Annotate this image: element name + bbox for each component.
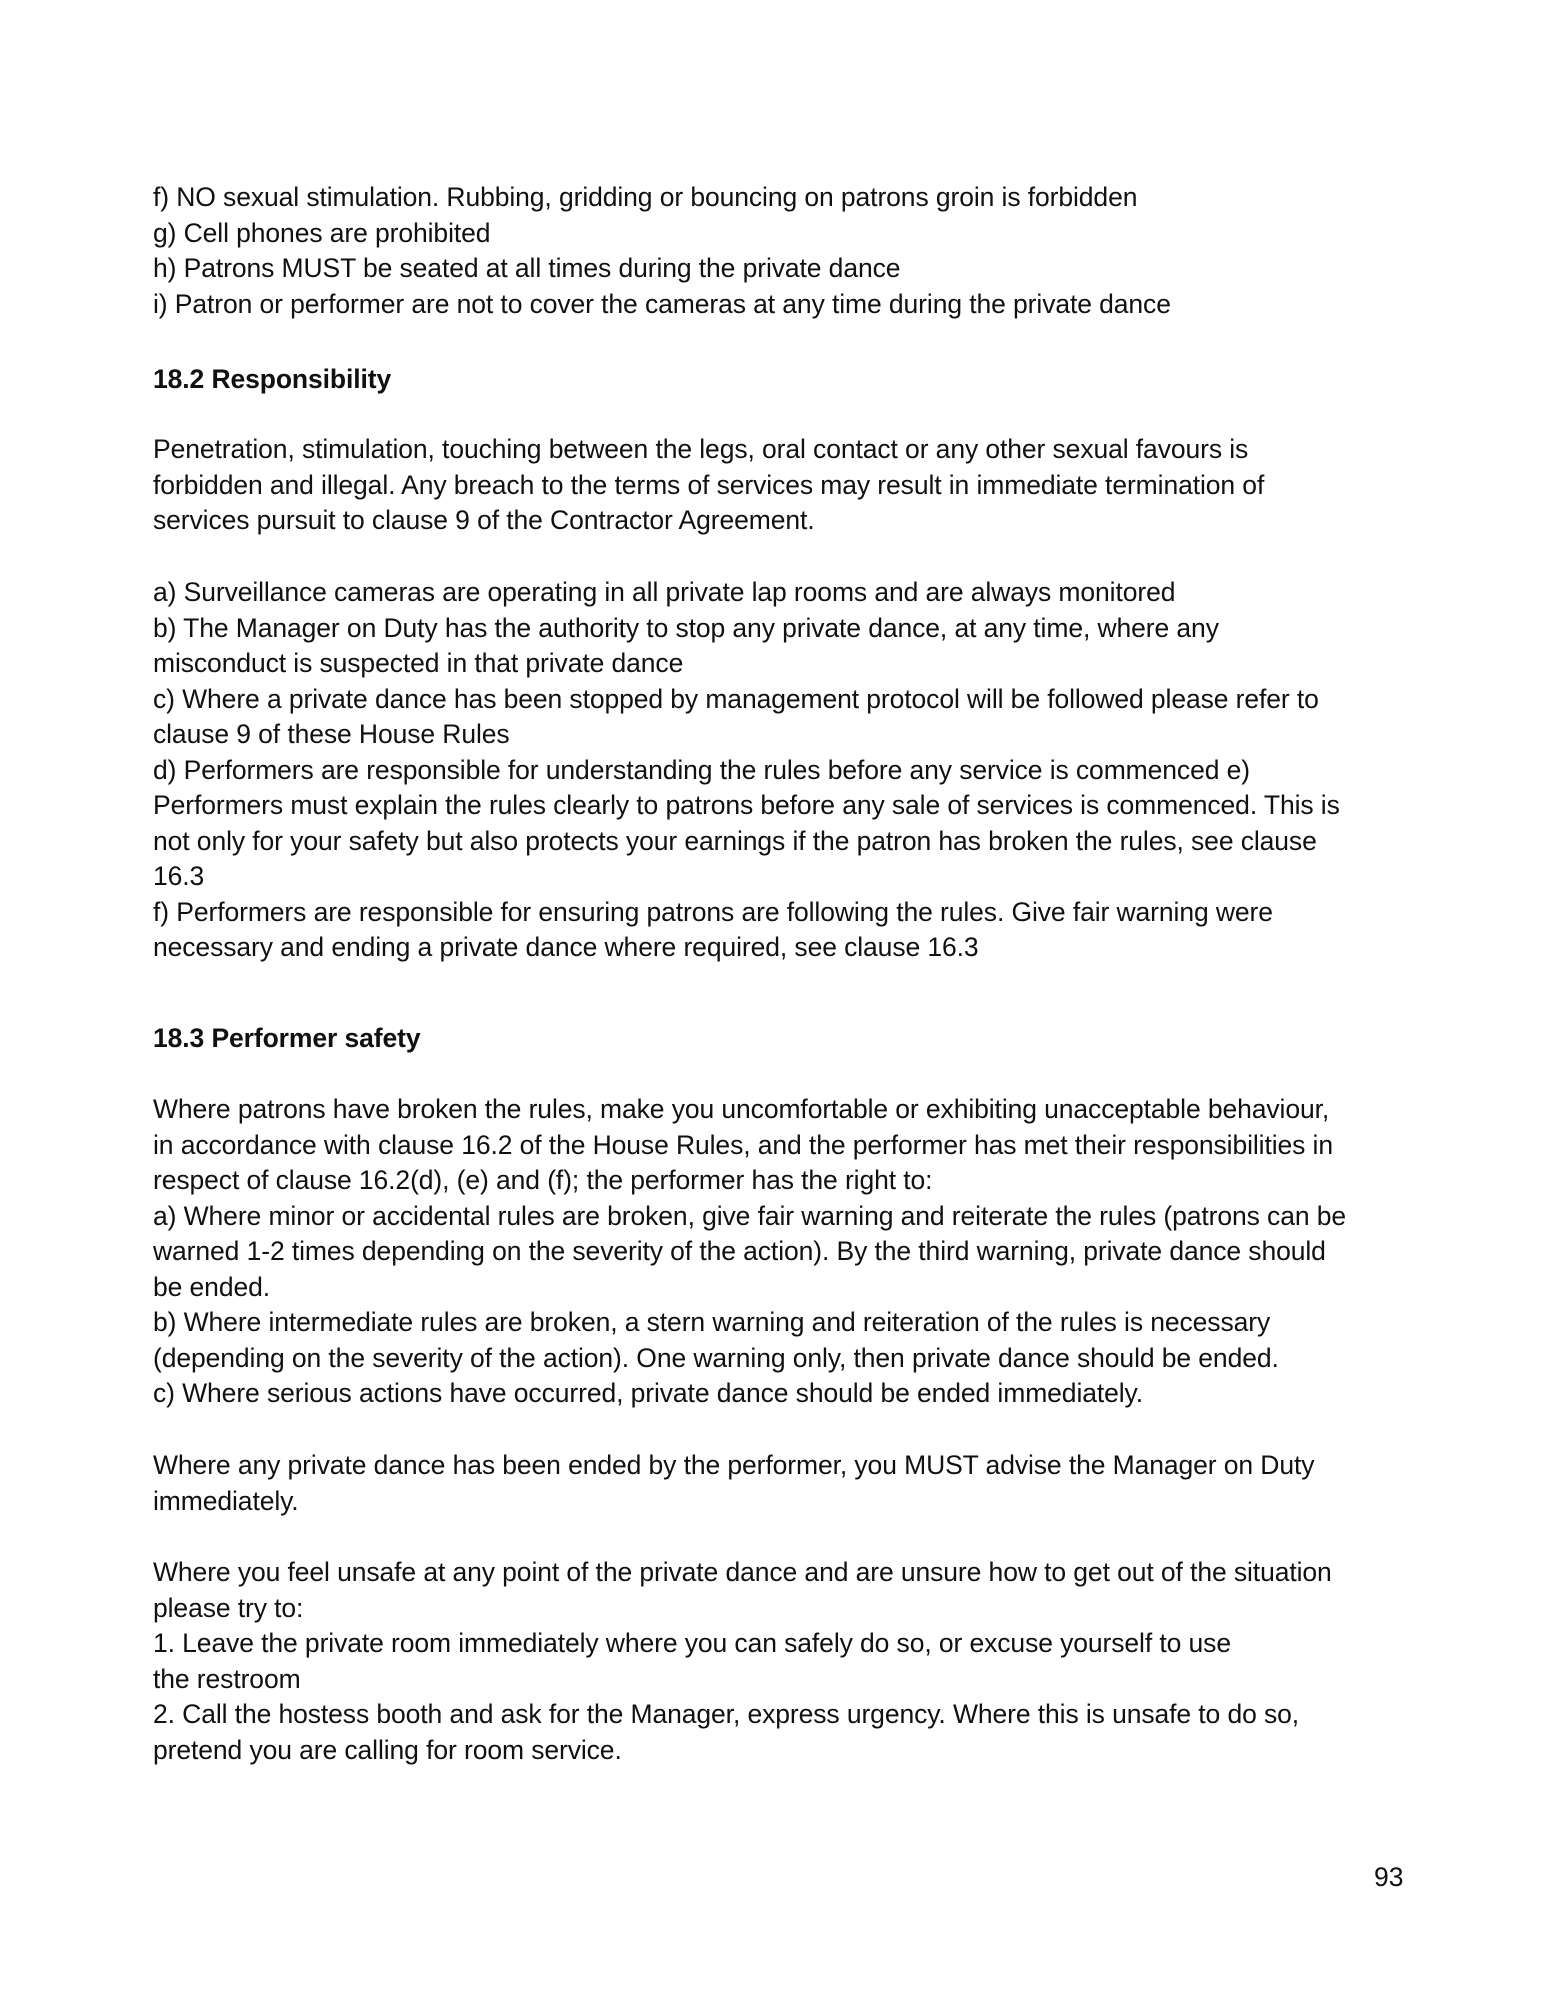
responsibility-item-b-cont: misconduct is suspected in that private dance [153, 648, 684, 678]
responsibility-item-f-cont: necessary and ending a private dance where required, see clause 16.3 [153, 932, 979, 962]
safety-item-a-cont: warned 1-2 times depending on the severity of the action). By the third warning, private dance should [153, 1236, 1326, 1266]
responsibility-item-a: a) Surveillance cameras are operating in all private lap rooms and are always monitored [153, 577, 1176, 607]
rule-item-g: g) Cell phones are prohibited [153, 217, 491, 248]
section-heading-18-2: 18.2 Responsibility [153, 364, 392, 394]
unsafe-step-2: 2. Call the hostess booth and ask for the Manager, express urgency. Where this is unsafe to do so, [153, 1699, 1300, 1729]
paragraph-line: in accordance with clause 16.2 of the House Rules, and the performer has met their responsibilities in [153, 1129, 1333, 1160]
safety-item-b: b) Where intermediate rules are broken, a stern warning and reiteration of the rules is necessary [153, 1307, 1271, 1337]
responsibility-item-d: d) Performers are responsible for understanding the rules before any service is commenced e) [153, 754, 1250, 785]
safety-item-a-cont: be ended. [153, 1271, 270, 1302]
paragraph-line: Where patrons have broken the rules, make you uncomfortable or exhibiting unacceptable behaviour, [153, 1094, 1330, 1124]
section-heading-18-3: 18.3 Performer safety [153, 1023, 421, 1053]
paragraph-line: immediately. [153, 1485, 299, 1516]
paragraph-line: please try to: [153, 1592, 304, 1623]
paragraph-line: services pursuit to clause 9 of the Contractor Agreement. [153, 505, 815, 535]
rule-item-i: i) Patron or performer are not to cover the cameras at any time during the private dance [153, 288, 1171, 319]
paragraph-line: Penetration, stimulation, touching between the legs, oral contact or any other sexual favours is [153, 434, 1249, 464]
paragraph-line: respect of clause 16.2(d), (e) and (f); the performer has the right to: [153, 1165, 933, 1195]
unsafe-step-2-cont: pretend you are calling for room service. [153, 1734, 622, 1765]
safety-item-b-cont: (depending on the severity of the action). One warning only, then private dance should be ended. [153, 1342, 1279, 1373]
safety-item-a: a) Where minor or accidental rules are broken, give fair warning and reiterate the rules (patrons can be [153, 1200, 1347, 1231]
unsafe-step-1: 1. Leave the private room immediately where you can safely do so, or excuse yourself to use [153, 1628, 1231, 1658]
safety-item-c: c) Where serious actions have occurred, private dance should be ended immediately. [153, 1378, 1144, 1408]
paragraph-line: forbidden and illegal. Any breach to the terms of services may result in immediate termination of [153, 469, 1265, 500]
rule-item-h: h) Patrons MUST be seated at all times during the private dance [153, 253, 901, 283]
responsibility-item-e-cont: not only for your safety but also protects your earnings if the patron has broken the rules, see clause [153, 825, 1317, 856]
responsibility-item-c: c) Where a private dance has been stopped by management protocol will be followed please refer to [153, 683, 1319, 714]
page-number: 93 [1374, 1862, 1404, 1892]
responsibility-item-f: f) Performers are responsible for ensuring patrons are following the rules. Give fair warning were [153, 896, 1273, 927]
rule-item-f: f) NO sexual stimulation. Rubbing, gridding or bouncing on patrons groin is forbidden [153, 182, 1138, 212]
responsibility-item-c-cont: clause 9 of these House Rules [153, 719, 510, 749]
paragraph-line: Where any private dance has been ended by the performer, you MUST advise the Manager on Duty [153, 1450, 1315, 1480]
unsafe-step-1-cont: the restroom [153, 1663, 301, 1694]
responsibility-item-b: b) The Manager on Duty has the authority to stop any private dance, at any time, where any [153, 612, 1219, 643]
responsibility-item-e-cont: 16.3 [153, 861, 205, 891]
paragraph-line: Where you feel unsafe at any point of the private dance and are unsure how to get out of the situation [153, 1557, 1332, 1587]
responsibility-item-e: Performers must explain the rules clearly to patrons before any sale of services is commenced. This is [153, 790, 1340, 820]
